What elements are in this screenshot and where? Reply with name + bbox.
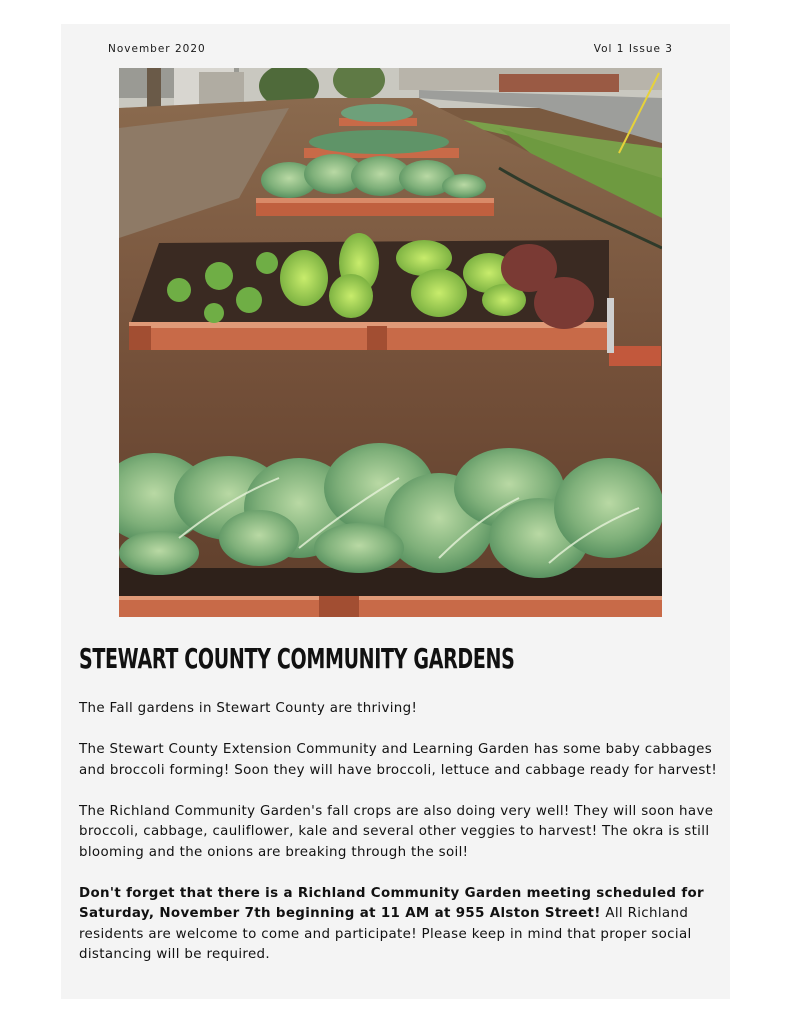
article-body	[79, 699, 719, 966]
article-title: STEWART COUNTY COMMUNITY GARDENS	[79, 642, 515, 675]
meeting-announcement: Don't forget that there is a Richland Community Garden meeting scheduled for Saturday, November 7th beginning at 11 AM at 955 Alston Street!	[79, 885, 705, 921]
newsletter-page	[61, 24, 730, 999]
issue-number: Vol 1 Issue 3	[593, 43, 673, 55]
paragraph-intro: The Fall gardens in Stewart County are thriving!	[79, 701, 418, 716]
garden-beds-illustration	[119, 68, 662, 617]
issue-date: November 2020	[108, 43, 206, 55]
meeting-details: All Richland residents are welcome to come and participate! Please keep in mind that proper social distancing will be required.	[79, 906, 692, 962]
paragraph-richland-garden: The Richland Community Garden's fall crops are also doing very well! They will soon have broccoli, cabbage, cauliflower, kale and several other veggies to harvest! The okra is still blooming and the onions are breaking through the soil!	[79, 803, 714, 860]
paragraph-meeting	[79, 884, 719, 966]
masthead	[108, 43, 673, 55]
garden-photo	[119, 68, 662, 617]
paragraph-extension-garden: The Stewart County Extension Community and Learning Garden has some baby cabbages and broccoli forming! Soon they will have broccoli, lettuce and cabbage ready for harvest!	[79, 742, 718, 778]
